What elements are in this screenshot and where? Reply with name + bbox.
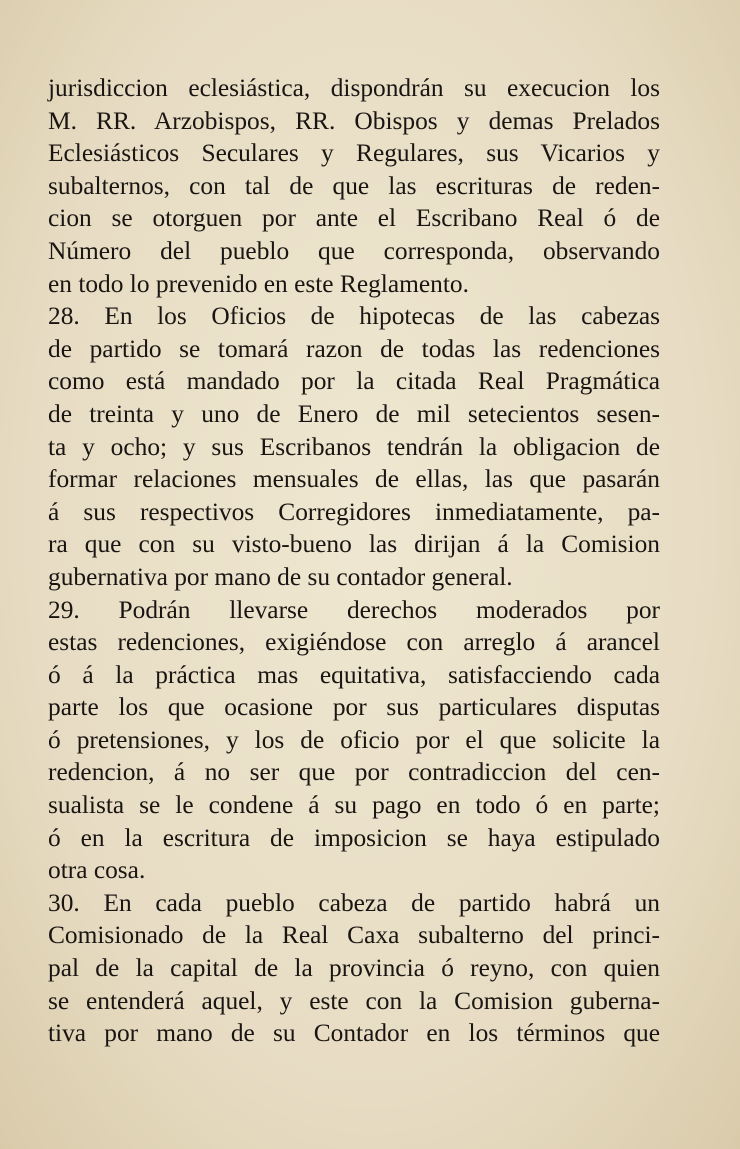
text-line: en todo lo prevenido en este Reglamento. [48, 269, 469, 298]
text-line: 30. En cada pueblo cabeza de partido habrá un [48, 888, 660, 917]
text-line: se entenderá aquel, y este con la Comision guberna- [48, 986, 660, 1015]
text-line: gubernativa por mano de su contador general. [48, 562, 513, 591]
text-line: Eclesiásticos Seculares y Regulares, sus Vicarios y [48, 139, 660, 168]
text-line: sualista se le condene á su pago en todo ó en parte; [48, 791, 660, 820]
text-line: de partido se tomará razon de todas las redenciones [48, 334, 660, 363]
text-line: 28. En los Oficios de hipotecas de las cabezas [48, 302, 660, 331]
page-text [48, 72, 660, 1050]
text-line: ra que con su visto-bueno las dirijan á la Comision [48, 530, 660, 559]
text-line: redencion, á no ser que por contradiccion del cen- [48, 758, 660, 787]
text-line: formar relaciones mensuales de ellas, las que pasarán [48, 465, 660, 494]
text-line: estas redenciones, exigiéndose con arreglo á arancel [48, 628, 660, 657]
text-line: á sus respectivos Corregidores inmediatamente, pa- [48, 497, 660, 526]
text-line: Comisionado de la Real Caxa subalterno del princi- [48, 921, 660, 950]
text-line: subalternos, con tal de que las escrituras de reden- [48, 171, 660, 200]
text-line: Número del pueblo que corresponda, observando [48, 236, 660, 265]
text-line: jurisdiccion eclesiástica, dispondrán su execucion los [48, 74, 660, 102]
text-line: pal de la capital de la provincia ó reyno, con quien [48, 954, 660, 983]
text-line: tiva por mano de su Contador en los términos que [48, 1019, 660, 1048]
text-line: ó en la escritura de imposicion se haya estipulado [48, 823, 660, 852]
text-line: parte los que ocasione por sus particulares disputas [48, 693, 660, 722]
text-line: M. RR. Arzobispos, RR. Obispos y demas Prelados [48, 106, 660, 135]
text-line: ó pretensiones, y los de oficio por el que solicite la [48, 725, 660, 754]
text-line: como está mandado por la citada Real Pragmática [48, 367, 660, 396]
text-line: 29. Podrán llevarse derechos moderados por [48, 595, 660, 624]
text-line: ó á la práctica mas equitativa, satisfacciendo cada [48, 660, 660, 689]
text-line: cion se otorguen por ante el Escribano Real ó de [48, 204, 660, 233]
text-line: otra cosa. [48, 856, 146, 885]
text-line: de treinta y uno de Enero de mil setecientos sesen- [48, 399, 660, 428]
text-line: ta y ocho; y sus Escribanos tendrán la obligacion de [48, 432, 660, 461]
